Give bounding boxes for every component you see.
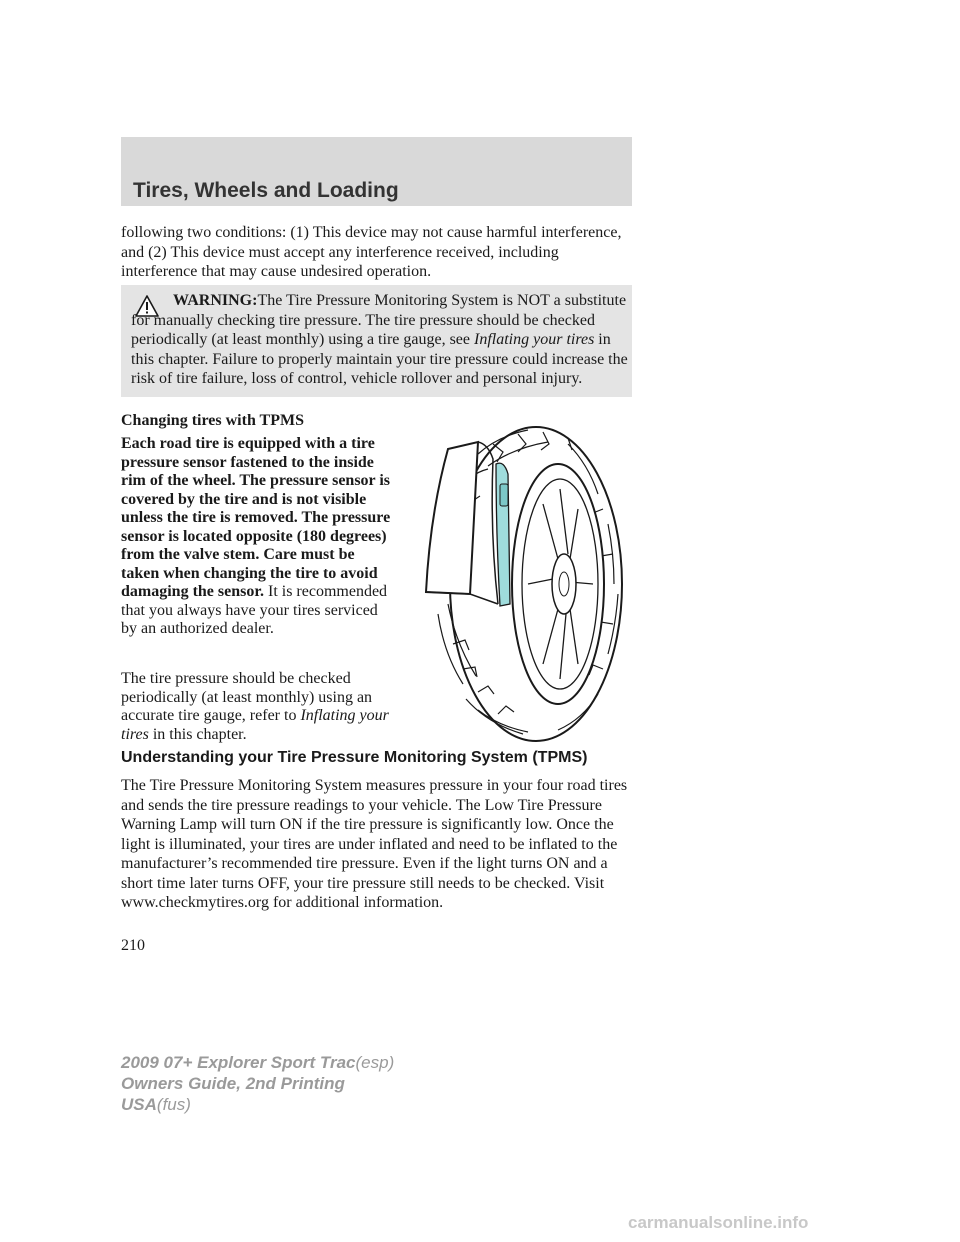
wheel-hub [552,554,576,614]
footer-line-3 [121,1094,394,1115]
page-number: 210 [121,937,145,954]
changing-tires-heading: Changing tires with TPMS [121,412,304,429]
footer-line-1 [121,1052,394,1073]
section-title: Tires, Wheels and Loading [133,179,399,202]
warning-body-a: The Tire Pressure Monitoring System is NOT a substitute for manually checking tire pressure. The tire pressure should be checked periodically (at least monthly) using a tire gauge, see [131,292,627,348]
cutaway-section [426,442,478,594]
warning-label: WARNING: [173,292,258,309]
intro-paragraph: following two conditions: (1) This device may not cause harmful interference, and (2) This device must accept any interference received, including interference that may cause undesired operation. [121,224,622,280]
check-text: The tire pressure should be checked periodically (at least monthly) using an accurate tire gauge, refer to [121,670,373,724]
sensor-paragraph [121,435,391,639]
footer-line-2: Owners Guide, 2nd Printing [121,1074,345,1093]
footer-region: USA [121,1095,157,1114]
understanding-paragraph: The Tire Pressure Monitoring System measures pressure in your four road tires and sends the tire pressure readings to your vehicle. The Low Tire Pressure Warning Lamp will turn ON if the tire pressure is significantly low. Once the light is illuminated, your tires are under inflated and need to be inflated to the manufacturer’s recommended tire pressure. Even if the light turns ON and a short time later turns OFF, your tire pressure still needs to be checked. Visit www.checkmytires.org for additional information. [121,777,628,911]
footer-model: 2009 07+ Explorer Sport Trac [121,1053,356,1072]
footer-model-code: (esp) [355,1053,395,1072]
footer [121,1052,394,1115]
warning-body-b: in this chapter. Failure to properly maintain your tire pressure could increase the risk of tire failure, loss of control, vehicle rollover and personal injury. [131,331,628,387]
footer-region-code: (fus) [156,1095,191,1114]
section-header [121,137,632,206]
warning-box [121,285,632,397]
check-after: in this chapter. [148,725,247,743]
warning-text [131,291,631,389]
warning-link: Inflating your tires [474,331,595,348]
check-link: Inflating your tires [121,707,389,743]
sensor-bold-text: Each road tire is equipped with a tire pressure sensor fastened to the inside rim of the wheel. The pressure sensor is covered by the tire and is not visible unless the tire is removed. The pressure sensor is located opposite (180 degrees) from the valve stem. Care must be taken when changing the tire to avoid damaging the sensor. [121,435,391,600]
sensor-normal-text: It is recommended that you always have your tires serviced by an authorized dealer. [121,583,388,637]
watermark: carmanualsonline.info [628,1213,809,1232]
understanding-tpms-heading: Understanding your Tire Pressure Monitoring System (TPMS) [121,749,588,766]
tire-sensor-illustration [418,414,624,744]
check-paragraph [121,670,391,744]
